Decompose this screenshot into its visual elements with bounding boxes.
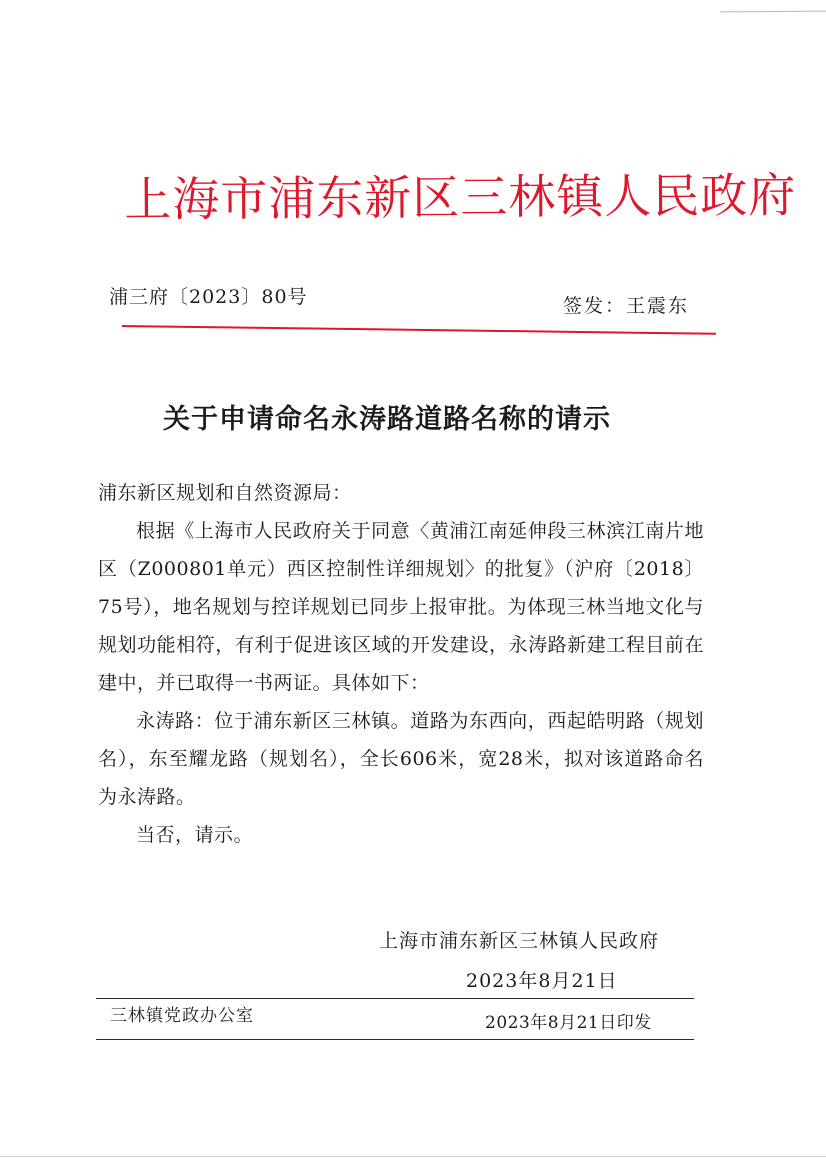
red-divider — [122, 325, 716, 335]
footer-rule-top — [96, 998, 694, 999]
footer-rule-bottom — [96, 1039, 694, 1040]
document-number: 浦三府〔2023〕80号 — [109, 286, 308, 308]
scan-edge-line — [720, 11, 826, 13]
print-date: 2023年8月21日印发 — [485, 1013, 652, 1033]
document-title: 关于申请命名永涛路道路名称的请示 — [163, 404, 611, 435]
body-paragraph: 永涛路：位于浦东新区三林镇。道路为东西向，西起皓明路（规划名），东至耀龙路（规划名），全长606米，宽28米，拟对该道路命名为永涛路。 — [98, 710, 704, 808]
issue-date: 2023年8月21日 — [466, 970, 618, 992]
scan-edge-line — [0, 1156, 826, 1157]
body-paragraph: 根据《上海市人民政府关于同意〈黄浦江南延伸段三林滨江南片地区（Z000801单元）西区控制性详细规划〉的批复》（沪府〔2018〕75号），地名规划与控详规划已同步上报审批。为体现三林当地文化与规划功能相符，有利于促进该区域的开发建设，永涛路新建工程目前在建中，并已取得一书两证。具体如下： — [98, 520, 704, 694]
print-office: 三林镇党政办公室 — [110, 1006, 254, 1026]
masthead: 上海市浦东新区三林镇人民政府 — [124, 168, 797, 228]
document-body — [98, 474, 704, 854]
signer: 签发：王震东 — [563, 295, 690, 317]
body-paragraph: 当否，请示。 — [136, 824, 254, 846]
issuer-name: 上海市浦东新区三林镇人民政府 — [379, 930, 660, 952]
addressee: 浦东新区规划和自然资源局： — [98, 482, 352, 504]
